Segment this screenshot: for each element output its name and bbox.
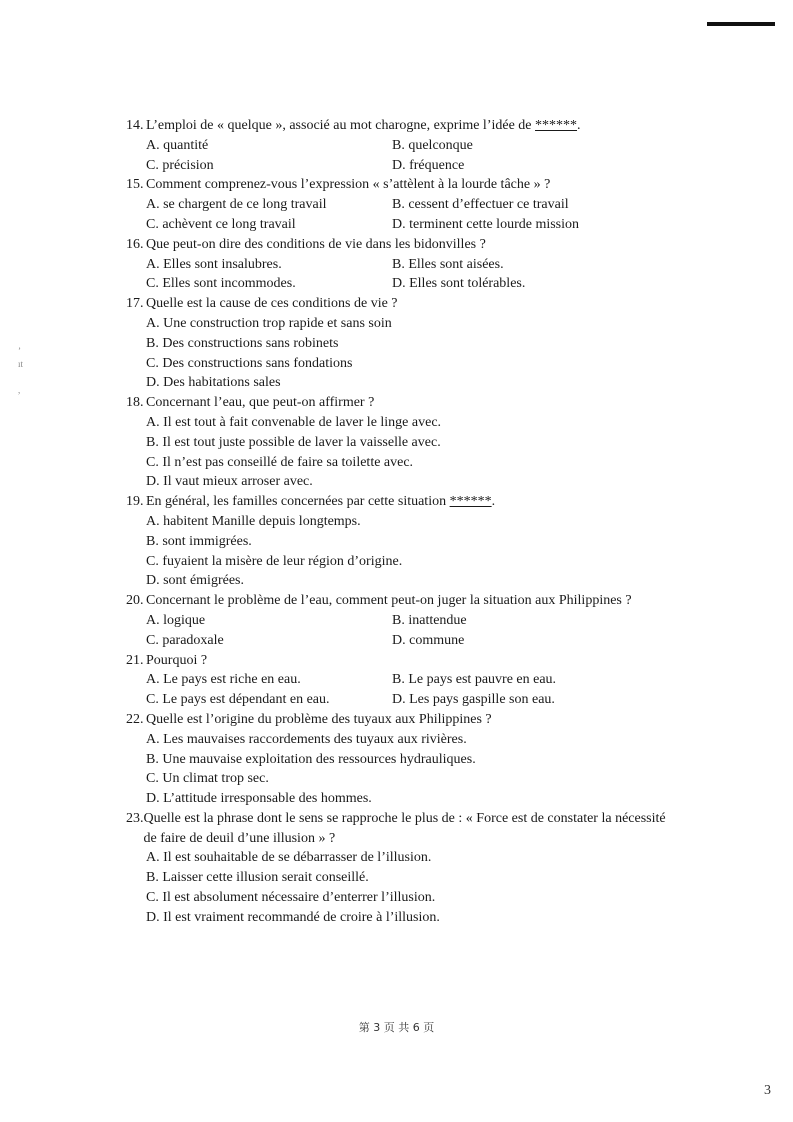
question-suffix: . — [577, 118, 581, 133]
question-stem — [126, 710, 666, 730]
option-a: A. Il est tout à fait convenable de laver le linge avec. — [146, 414, 442, 430]
question-number: 21. — [126, 652, 144, 668]
option-a: A. Elles sont insalubres. — [146, 256, 282, 272]
options-grid — [126, 611, 666, 651]
question-text: L’emploi de « quelque », associé au mot charogne, exprime l’idée de — [146, 118, 536, 133]
answer-blank: ****** — [535, 118, 578, 133]
question-15 — [126, 175, 666, 234]
question-number: 15. — [126, 177, 144, 193]
question-stem — [126, 175, 666, 195]
option-b: B. Le pays est pauvre en eau. — [392, 672, 557, 688]
question-17 — [126, 294, 666, 393]
question-text-wrap — [146, 116, 581, 136]
question-text-wrap — [146, 175, 550, 195]
question-text-wrap — [146, 393, 374, 413]
option-b: B. Laisser cette illusion serait conseillé. — [146, 870, 369, 886]
option-b: B. cessent d’effectuer ce travail — [392, 197, 569, 213]
option-a: A. logique — [146, 612, 206, 628]
page-corner-number: 3 — [764, 1083, 771, 1098]
option-c: C. Des constructions sans fondations — [146, 355, 353, 371]
question-stem — [126, 809, 666, 849]
question-text-wrap — [146, 235, 486, 255]
option-a: A. se chargent de ce long travail — [146, 197, 327, 213]
question-number: 14. — [126, 118, 144, 133]
question-number: 19. — [126, 494, 144, 510]
option-c: C. achèvent ce long travail — [146, 216, 296, 232]
page-footer: 第 3 页 共 6 页 — [358, 1021, 435, 1034]
margin-marks: ʼ ıt , — [18, 346, 24, 395]
question-number: 16. — [126, 236, 144, 252]
question-text-wrap — [144, 809, 667, 849]
option-c: C. fuyaient la misère de leur région d’origine. — [146, 553, 403, 569]
question-16 — [126, 235, 666, 294]
option-d: D. commune — [392, 632, 465, 648]
question-text-wrap — [146, 294, 398, 314]
option-c: C. Un climat trop sec. — [146, 771, 269, 787]
question-list — [126, 116, 666, 928]
options-grid — [126, 195, 666, 235]
question-number: 18. — [126, 395, 144, 411]
question-stem — [126, 651, 666, 671]
question-number: 23. — [126, 810, 144, 826]
option-a: A. Une construction trop rapide et sans soin — [146, 315, 392, 331]
question-number: 20. — [126, 593, 144, 609]
option-b: B. sont immigrées. — [146, 533, 252, 549]
question-text-wrap — [146, 710, 492, 730]
question-stem — [126, 294, 666, 314]
option-d: D. L’attitude irresponsable des hommes. — [146, 791, 372, 807]
question-text-wrap — [146, 651, 207, 671]
option-b: B. Il est tout juste possible de laver la vaisselle avec. — [146, 434, 441, 450]
option-b: B. Elles sont aisées. — [392, 256, 504, 272]
question-20 — [126, 591, 666, 650]
options-grid — [126, 670, 666, 710]
option-c: C. Le pays est dépendant en eau. — [146, 692, 330, 708]
option-d: D. fréquence — [392, 157, 465, 173]
question-number: 22. — [126, 711, 144, 727]
question-text: Pourquoi ? — [146, 652, 208, 668]
question-text: Quelle est l’origine du problème des tuyaux aux Philippines ? — [146, 711, 492, 727]
option-a: A. quantité — [146, 137, 209, 153]
option-b: B. Une mauvaise exploitation des ressources hydrauliques. — [146, 751, 476, 767]
options-grid — [126, 136, 666, 176]
answer-blank: ****** — [449, 494, 492, 510]
question-text: En général, les familles concernées par cette situation — [146, 494, 450, 510]
option-b: B. quelconque — [392, 137, 473, 153]
option-c: C. Il est absolument nécessaire d’enterrer l’illusion. — [146, 890, 436, 906]
option-d: D. Des habitations sales — [146, 375, 281, 391]
option-d: D. Il vaut mieux arroser avec. — [146, 474, 313, 490]
question-stem — [126, 116, 666, 136]
question-text: Comment comprenez-vous l’expression « s’attèlent à la lourde tâche » ? — [146, 177, 551, 193]
option-c: C. Elles sont incommodes. — [146, 276, 296, 292]
question-stem — [126, 393, 666, 413]
question-21 — [126, 651, 666, 710]
question-text: Quelle est la phrase dont le sens se rapproche le plus de : « Force est de constater la nécessité de faire de deuil d’une illusion » ? — [143, 810, 666, 846]
question-stem — [126, 235, 666, 255]
question-text-wrap — [146, 492, 495, 512]
option-a: A. Les mauvaises raccordements des tuyaux aux rivières. — [146, 731, 467, 747]
question-text-wrap — [146, 591, 632, 611]
question-number: 17. — [126, 296, 144, 312]
option-c: C. paradoxale — [146, 632, 224, 648]
option-b: B. Des constructions sans robinets — [146, 335, 339, 351]
option-c: C. précision — [146, 157, 214, 173]
scan-mark — [707, 22, 775, 26]
question-text: Quelle est la cause de ces conditions de vie ? — [146, 296, 398, 312]
question-18 — [126, 393, 666, 492]
option-d: D. Il est vraiment recommandé de croire à l’illusion. — [146, 909, 440, 925]
question-suffix: . — [491, 494, 496, 510]
question-19 — [126, 492, 666, 591]
option-a: A. Il est souhaitable de se débarrasser de l’illusion. — [146, 850, 432, 866]
option-d: D. terminent cette lourde mission — [392, 216, 580, 232]
option-c: C. Il n’est pas conseillé de faire sa toilette avec. — [146, 454, 414, 470]
option-a: A. habitent Manille depuis longtemps. — [146, 513, 361, 529]
option-d: D. Elles sont tolérables. — [392, 276, 526, 292]
question-stem — [126, 591, 666, 611]
question-stem — [126, 492, 666, 512]
option-d: D. sont émigrées. — [146, 573, 244, 589]
option-a: A. Le pays est riche en eau. — [146, 672, 301, 688]
question-14 — [126, 116, 666, 175]
option-d: D. Les pays gaspille son eau. — [392, 692, 555, 708]
question-22 — [126, 710, 666, 809]
question-text: Que peut-on dire des conditions de vie dans les bidonvilles ? — [146, 236, 486, 252]
question-23 — [126, 809, 666, 928]
question-text: Concernant l’eau, que peut-on affirmer ? — [146, 395, 375, 411]
options-grid — [126, 255, 666, 295]
question-text: Concernant le problème de l’eau, comment peut-on juger la situation aux Philippines ? — [146, 593, 632, 609]
option-b: B. inattendue — [392, 612, 467, 628]
